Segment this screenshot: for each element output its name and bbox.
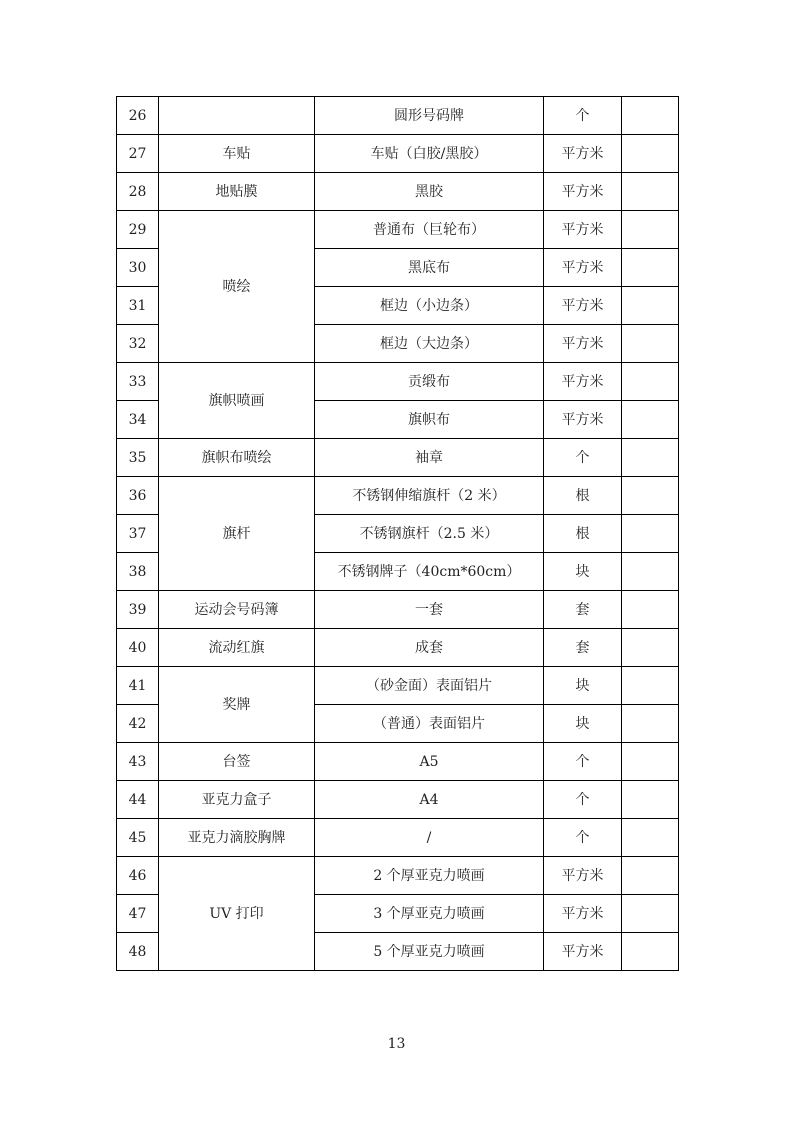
extra-cell xyxy=(622,249,679,287)
row-number-cell: 45 xyxy=(117,819,159,857)
unit-cell: 平方米 xyxy=(544,895,622,933)
row-number-cell: 36 xyxy=(117,477,159,515)
category-cell: UV 打印 xyxy=(159,857,315,971)
table-row xyxy=(117,819,679,857)
spec-cell: 旗帜布 xyxy=(315,401,544,439)
table-row xyxy=(117,439,679,477)
category-cell: 亚克力滴胶胸牌 xyxy=(159,819,315,857)
spec-cell: / xyxy=(315,819,544,857)
row-number-cell: 47 xyxy=(117,895,159,933)
table-row xyxy=(117,173,679,211)
extra-cell xyxy=(622,439,679,477)
extra-cell xyxy=(622,401,679,439)
row-number-cell: 43 xyxy=(117,743,159,781)
category-cell: 旗帜布喷绘 xyxy=(159,439,315,477)
unit-cell: 平方米 xyxy=(544,933,622,971)
extra-cell xyxy=(622,173,679,211)
row-number-cell: 30 xyxy=(117,249,159,287)
unit-cell: 平方米 xyxy=(544,363,622,401)
extra-cell xyxy=(622,135,679,173)
spec-cell: A5 xyxy=(315,743,544,781)
table-row xyxy=(117,667,679,705)
row-number-cell: 32 xyxy=(117,325,159,363)
row-number-cell: 35 xyxy=(117,439,159,477)
extra-cell xyxy=(622,933,679,971)
row-number-cell: 41 xyxy=(117,667,159,705)
unit-cell: 套 xyxy=(544,591,622,629)
category-cell: 运动会号码簿 xyxy=(159,591,315,629)
row-number-cell: 48 xyxy=(117,933,159,971)
row-number-cell: 44 xyxy=(117,781,159,819)
category-cell: 亚克力盒子 xyxy=(159,781,315,819)
spec-cell: 一套 xyxy=(315,591,544,629)
spec-cell: 普通布（巨轮布） xyxy=(315,211,544,249)
spec-cell: 2 个厚亚克力喷画 xyxy=(315,857,544,895)
spec-cell: 框边（大边条） xyxy=(315,325,544,363)
extra-cell xyxy=(622,819,679,857)
spec-cell: A4 xyxy=(315,781,544,819)
spec-cell: 袖章 xyxy=(315,439,544,477)
unit-cell: 个 xyxy=(544,781,622,819)
row-number-cell: 38 xyxy=(117,553,159,591)
category-cell: 地贴膜 xyxy=(159,173,315,211)
table-row xyxy=(117,629,679,667)
category-cell: 旗帜喷画 xyxy=(159,363,315,439)
unit-cell: 个 xyxy=(544,743,622,781)
row-number-cell: 27 xyxy=(117,135,159,173)
category-cell xyxy=(159,97,315,135)
spec-cell: 框边（小边条） xyxy=(315,287,544,325)
unit-cell: 平方米 xyxy=(544,211,622,249)
unit-cell: 平方米 xyxy=(544,401,622,439)
table-row xyxy=(117,211,679,249)
extra-cell xyxy=(622,325,679,363)
row-number-cell: 40 xyxy=(117,629,159,667)
unit-cell: 块 xyxy=(544,705,622,743)
category-cell: 旗杆 xyxy=(159,477,315,591)
spec-cell: （普通）表面铝片 xyxy=(315,705,544,743)
category-cell: 奖牌 xyxy=(159,667,315,743)
extra-cell xyxy=(622,553,679,591)
category-cell: 车贴 xyxy=(159,135,315,173)
spec-cell: 黑胶 xyxy=(315,173,544,211)
spec-cell: 5 个厚亚克力喷画 xyxy=(315,933,544,971)
extra-cell xyxy=(622,363,679,401)
unit-cell: 块 xyxy=(544,667,622,705)
row-number-cell: 31 xyxy=(117,287,159,325)
row-number-cell: 46 xyxy=(117,857,159,895)
table-row xyxy=(117,135,679,173)
extra-cell xyxy=(622,781,679,819)
row-number-cell: 42 xyxy=(117,705,159,743)
category-cell: 喷绘 xyxy=(159,211,315,363)
extra-cell xyxy=(622,211,679,249)
table-row xyxy=(117,781,679,819)
unit-cell: 根 xyxy=(544,515,622,553)
spec-cell: （砂金面）表面铝片 xyxy=(315,667,544,705)
table-row xyxy=(117,477,679,515)
category-cell: 流动红旗 xyxy=(159,629,315,667)
unit-cell: 平方米 xyxy=(544,249,622,287)
table-row xyxy=(117,857,679,895)
price-spec-table xyxy=(116,96,679,971)
unit-cell: 个 xyxy=(544,97,622,135)
unit-cell: 套 xyxy=(544,629,622,667)
row-number-cell: 28 xyxy=(117,173,159,211)
extra-cell xyxy=(622,667,679,705)
extra-cell xyxy=(622,591,679,629)
unit-cell: 块 xyxy=(544,553,622,591)
extra-cell xyxy=(622,97,679,135)
spec-cell: 车贴（白胶/黑胶） xyxy=(315,135,544,173)
extra-cell xyxy=(622,287,679,325)
unit-cell: 根 xyxy=(544,477,622,515)
extra-cell xyxy=(622,515,679,553)
unit-cell: 平方米 xyxy=(544,135,622,173)
spec-cell: 3 个厚亚克力喷画 xyxy=(315,895,544,933)
unit-cell: 平方米 xyxy=(544,173,622,211)
row-number-cell: 37 xyxy=(117,515,159,553)
spec-cell: 贡缎布 xyxy=(315,363,544,401)
spec-cell: 不锈钢伸缩旗杆（2 米） xyxy=(315,477,544,515)
extra-cell xyxy=(622,705,679,743)
table-row xyxy=(117,743,679,781)
table-row xyxy=(117,363,679,401)
spec-cell: 不锈钢牌子（40cm*60cm） xyxy=(315,553,544,591)
page-number: 13 xyxy=(387,1036,406,1052)
unit-cell: 平方米 xyxy=(544,287,622,325)
extra-cell xyxy=(622,743,679,781)
row-number-cell: 26 xyxy=(117,97,159,135)
row-number-cell: 39 xyxy=(117,591,159,629)
unit-cell: 平方米 xyxy=(544,325,622,363)
spec-cell: 成套 xyxy=(315,629,544,667)
category-cell: 台签 xyxy=(159,743,315,781)
extra-cell xyxy=(622,477,679,515)
row-number-cell: 29 xyxy=(117,211,159,249)
unit-cell: 个 xyxy=(544,439,622,477)
extra-cell xyxy=(622,629,679,667)
spec-cell: 黑底布 xyxy=(315,249,544,287)
unit-cell: 个 xyxy=(544,819,622,857)
row-number-cell: 33 xyxy=(117,363,159,401)
extra-cell xyxy=(622,857,679,895)
extra-cell xyxy=(622,895,679,933)
spec-cell: 圆形号码牌 xyxy=(315,97,544,135)
row-number-cell: 34 xyxy=(117,401,159,439)
table-row xyxy=(117,97,679,135)
unit-cell: 平方米 xyxy=(544,857,622,895)
table-row xyxy=(117,591,679,629)
spec-cell: 不锈钢旗杆（2.5 米） xyxy=(315,515,544,553)
